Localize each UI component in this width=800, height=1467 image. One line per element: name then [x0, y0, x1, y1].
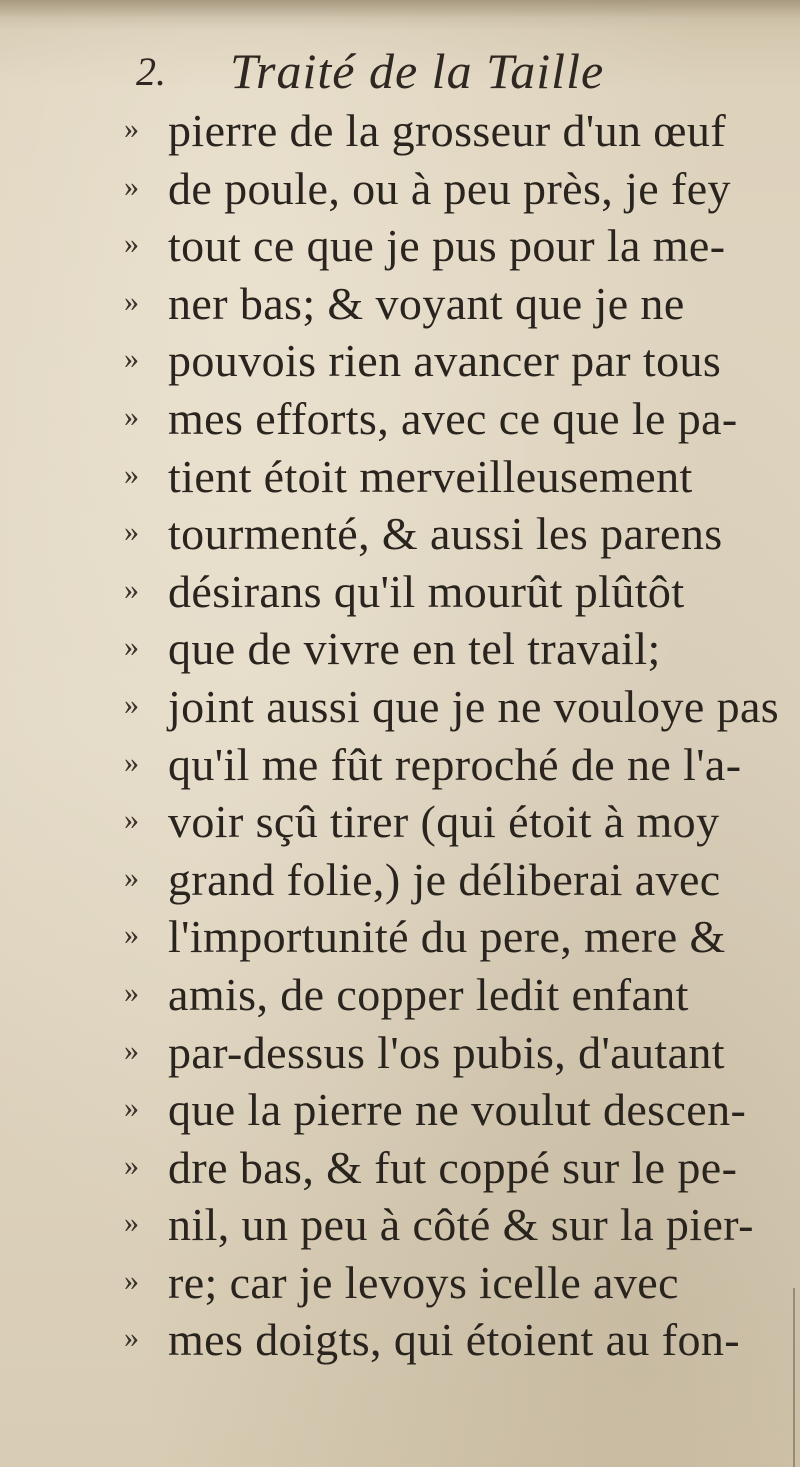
- text-line: [0, 563, 800, 621]
- text-line: [0, 1081, 800, 1139]
- line-text: désirans qu'il mourût plûtôt: [168, 565, 685, 617]
- page-header: [0, 42, 800, 102]
- text-line: [0, 736, 800, 794]
- text-line: [0, 966, 800, 1024]
- quote-marker: »: [124, 1263, 139, 1297]
- quote-marker: »: [124, 227, 139, 261]
- line-text: tourmenté, & aussi les parens: [168, 508, 723, 560]
- text-line: [0, 793, 800, 851]
- text-line: [0, 102, 800, 160]
- line-text: mes efforts, avec ce que le pa-: [168, 392, 738, 444]
- line-text: grand folie,) je déliberai avec: [168, 853, 721, 905]
- line-text: qu'il me fût reproché de ne l'a-: [168, 738, 742, 790]
- text-line: [0, 851, 800, 909]
- line-text: que de vivre en tel travail;: [168, 623, 661, 675]
- quote-marker: »: [124, 1033, 139, 1067]
- line-text: joint aussi que je ne vouloye pas: [168, 680, 780, 732]
- quote-marker: »: [124, 745, 139, 779]
- body-text: [0, 102, 800, 1369]
- quote-marker: »: [124, 112, 139, 145]
- quote-marker: »: [124, 918, 139, 952]
- text-line: [0, 505, 800, 563]
- text-line: [0, 678, 800, 736]
- text-line: [0, 160, 800, 218]
- quote-marker: »: [124, 342, 139, 376]
- quote-marker: »: [124, 975, 139, 1009]
- text-line: [0, 1311, 800, 1369]
- text-line: [0, 390, 800, 448]
- text-line: [0, 1254, 800, 1312]
- line-text: tout ce que je pus pour la me-: [168, 220, 726, 272]
- quote-marker: »: [124, 457, 139, 491]
- line-text: que la pierre ne voulut descen-: [168, 1084, 747, 1136]
- line-text: par-dessus l'os pubis, d'autant: [168, 1026, 725, 1078]
- line-text: de poule, ou à peu près, je fey: [168, 162, 731, 214]
- line-text: dre bas, & fut coppé sur le pe-: [168, 1141, 738, 1193]
- running-title: Traité de la Taille: [230, 43, 605, 99]
- text-line: [0, 448, 800, 506]
- line-text: re; car je levoys icelle avec: [168, 1256, 679, 1308]
- line-text: amis, de copper ledit enfant: [168, 968, 689, 1020]
- quote-marker: »: [124, 1091, 139, 1125]
- page-edge-line: [793, 1288, 795, 1467]
- quote-marker: »: [124, 1148, 139, 1182]
- line-text: pierre de la grosseur d'un œuf: [168, 105, 727, 156]
- text-line: [0, 275, 800, 333]
- text-line: [0, 1139, 800, 1197]
- text-line: [0, 1196, 800, 1254]
- quote-marker: »: [124, 803, 139, 837]
- quote-marker: »: [124, 860, 139, 894]
- line-text: ner bas; & voyant que je ne: [168, 277, 685, 329]
- quote-marker: »: [124, 1321, 139, 1355]
- page-top-edge: [0, 0, 800, 30]
- text-line: [0, 908, 800, 966]
- line-text: l'importunité du pere, mere &: [168, 911, 726, 963]
- page-number: 2.: [136, 49, 166, 94]
- text-line: [0, 217, 800, 275]
- line-text: mes doigts, qui étoient au fon-: [168, 1314, 740, 1366]
- quote-marker: »: [124, 630, 139, 664]
- quote-marker: »: [124, 515, 139, 549]
- quote-marker: »: [124, 284, 139, 318]
- quote-marker: »: [124, 687, 139, 721]
- text-line: [0, 620, 800, 678]
- text-line: [0, 1024, 800, 1082]
- quote-marker: »: [124, 169, 139, 203]
- quote-marker: »: [124, 1206, 139, 1240]
- text-line: [0, 332, 800, 390]
- line-text: nil, un peu à côté & sur la pier-: [168, 1199, 754, 1251]
- quote-marker: »: [124, 572, 139, 606]
- line-text: pouvois rien avancer par tous: [168, 335, 722, 387]
- line-text: voir sçû tirer (qui étoit à moy: [168, 796, 720, 848]
- quote-marker: »: [124, 399, 139, 433]
- line-text: tient étoit merveilleusement: [168, 450, 693, 502]
